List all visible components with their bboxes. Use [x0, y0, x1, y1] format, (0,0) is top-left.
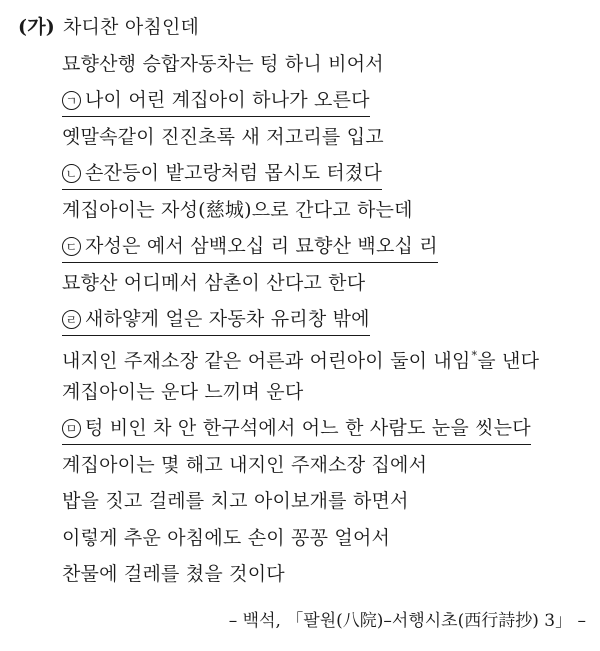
- poem-line-text: 차디찬 아침인데: [62, 16, 200, 38]
- poem-line-underlined: [62, 160, 382, 190]
- poem-line: [62, 124, 384, 150]
- poem-line: [62, 452, 427, 478]
- poem-line-text: 묘향산 어디메서 삼촌이 산다고 한다: [62, 272, 366, 294]
- circled-marker-c: ㄷ: [62, 237, 81, 256]
- poem-line-text: 새하얗게 얼은 자동차 유리창 밖에: [85, 308, 370, 330]
- poem-first-line: [18, 14, 199, 40]
- poem-line-text: 계집아이는 자성(慈城)으로 간다고 하는데: [62, 199, 413, 221]
- poem-line: [62, 197, 413, 223]
- poem-line-text: 찬물에 걸레를 쳤을 것이다: [62, 563, 285, 585]
- poem-line: [62, 270, 365, 296]
- circled-marker-b: ㄴ: [62, 164, 81, 183]
- underlined-phrase: [62, 233, 438, 263]
- poem-line: [62, 525, 390, 551]
- underlined-phrase: [62, 415, 531, 445]
- circled-marker-e: ㅁ: [62, 419, 81, 438]
- poem-line-tail: 을 낸다: [477, 350, 540, 372]
- poem-line-text: 이렇게 추운 아침에도 손이 꽁꽁 얼어서: [62, 527, 391, 549]
- poem-line-text: 옛말속같이 진진초록 새 저고리를 입고: [62, 126, 384, 148]
- footnote-asterisk: *: [471, 349, 478, 362]
- poem-line: [62, 343, 539, 374]
- poem-line-text: 자성은 예서 삼백오십 리 묘향산 백오십 리: [85, 235, 438, 257]
- circled-marker-d: ㄹ: [62, 310, 81, 329]
- poem-line-text: 계집아이는 몇 해고 내지인 주재소장 집에서: [62, 454, 428, 476]
- underlined-phrase: [62, 160, 382, 190]
- poem-line: [62, 51, 384, 77]
- poem-line-text: 밥을 짓고 걸레를 치고 아이보개를 하면서: [62, 490, 409, 512]
- poem-line: [62, 488, 409, 514]
- poem-line-text: 텅 비인 차 안 한구석에서 어느 한 사람도 눈을 씻는다: [85, 417, 531, 439]
- circled-marker-a: ㄱ: [62, 91, 81, 110]
- poem-line-text: 손잔등이 밭고랑처럼 몹시도 터졌다: [85, 162, 383, 184]
- poem-line-text: 나이 어린 계집아이 하나가 오른다: [85, 89, 370, 111]
- poem-line-underlined: [62, 415, 531, 445]
- poem-line-underlined: [62, 87, 370, 117]
- poem-line: [62, 379, 303, 405]
- underlined-phrase: [62, 306, 370, 336]
- poem-line-text: 묘향산행 승합자동차는 텅 하니 비어서: [62, 53, 384, 75]
- poem-line-text: 계집아이는 운다 느끼며 운다: [62, 381, 304, 403]
- underlined-phrase: [62, 87, 370, 117]
- poem-line-text: 내지인 주재소장 같은 어른과 어린아이 둘이 내임: [62, 350, 471, 372]
- source-attribution: – 백석, 「팔원(八院)–서행시초(西行詩抄) 3」 –: [228, 611, 586, 631]
- poem-line-underlined: [62, 306, 370, 336]
- poem-line: [62, 561, 285, 587]
- section-label: (가): [18, 16, 55, 38]
- poem-line-underlined: [62, 233, 438, 263]
